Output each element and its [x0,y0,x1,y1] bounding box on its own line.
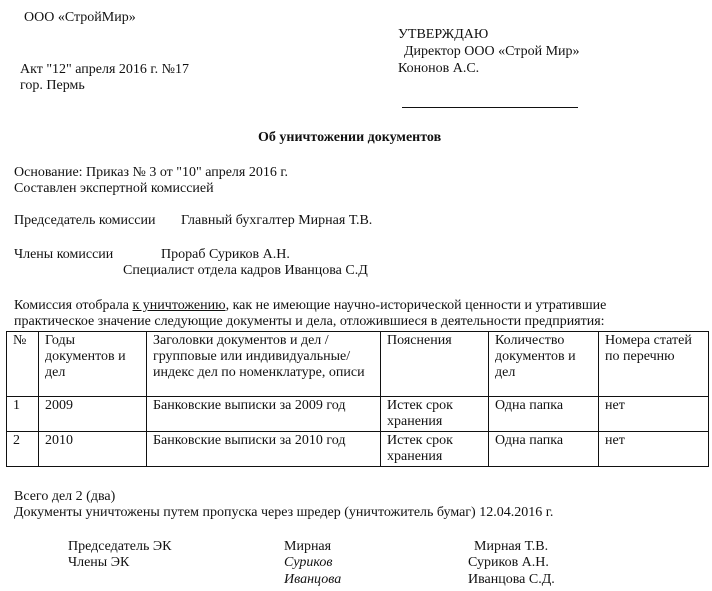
act-city: гор. Пермь [20,78,85,93]
cell-quantity: Одна папка [489,397,599,432]
organization-name: ООО «СтройМир» [24,10,136,25]
header-number: № [7,332,39,397]
sig-member2-sign: Иванцова [284,572,342,587]
sig-chair-label: Председатель ЭК [68,539,172,554]
cell-quantity: Одна папка [489,432,599,467]
sig-chair-sign: Мирная [284,539,332,554]
header-articles: Номера статей по перечню [599,332,709,397]
sig-member2-name: Иванцова С.Д. [468,572,555,587]
header-years: Годы документов и дел [39,332,147,397]
header-titles: Заголовки документов и дел /групповые или индивидуальные/ индекс дел по номенклатуре, описи [147,332,381,397]
director-signature-line [402,107,578,108]
approve-position: Директор ООО «Строй Мир» [404,44,580,59]
approve-title: УТВЕРЖДАЮ [398,27,489,42]
basis-line: Основание: Приказ № 3 от "10" апреля 2016 г. [14,165,289,180]
intro-line-2: практическое значение следующие документы и дела, отложившиеся в деятельности предприятия: [14,314,605,329]
sig-member1-name: Суриков А.Н. [468,555,549,570]
cell-article: нет [599,397,709,432]
approve-name: Кононов А.С. [398,61,480,76]
cell-number: 1 [7,397,39,432]
cell-note: Истек срок хранения [381,397,489,432]
sig-member1-sign: Суриков [284,555,333,570]
sig-members-label: Члены ЭК [68,555,130,570]
cell-year: 2009 [39,397,147,432]
sig-chair-name: Мирная Т.В. [474,539,549,554]
chair-label: Председатель комиссии [14,213,156,228]
chair-value: Главный бухгалтер Мирная Т.В. [181,213,373,228]
act-number: Акт "12" апреля 2016 г. №17 [20,62,189,77]
total-line: Всего дел 2 (два) [14,489,116,504]
intro-line-1 [14,298,698,314]
cell-year: 2010 [39,432,147,467]
documents-table [6,331,709,467]
member-2: Специалист отдела кадров Иванцова С.Д [123,263,368,278]
table-header-row [7,332,709,397]
members-label: Члены комиссии [14,247,114,262]
cell-title: Банковские выписки за 2010 год [147,432,381,467]
cell-article: нет [599,432,709,467]
table-row [7,397,709,432]
act-title: Об уничтожении документов [258,130,442,145]
table-row [7,432,709,467]
intro-rest: , как не имеющие научно-исторической ценности и утратившие [225,298,607,313]
header-quantity: Количество документов и дел [489,332,599,397]
intro-underlined: к уничтожению [132,298,226,313]
cell-note: Истек срок хранения [381,432,489,467]
destroyed-line: Документы уничтожены путем пропуска через шредер (уничтожитель бумаг) 12.04.2016 г. [14,505,554,520]
intro-prefix: Комиссия отобрала [14,298,133,313]
cell-title: Банковские выписки за 2009 год [147,397,381,432]
header-notes: Пояснения [381,332,489,397]
member-1: Прораб Суриков А.Н. [161,247,290,262]
composed-line: Составлен экспертной комиссией [14,181,214,196]
cell-number: 2 [7,432,39,467]
